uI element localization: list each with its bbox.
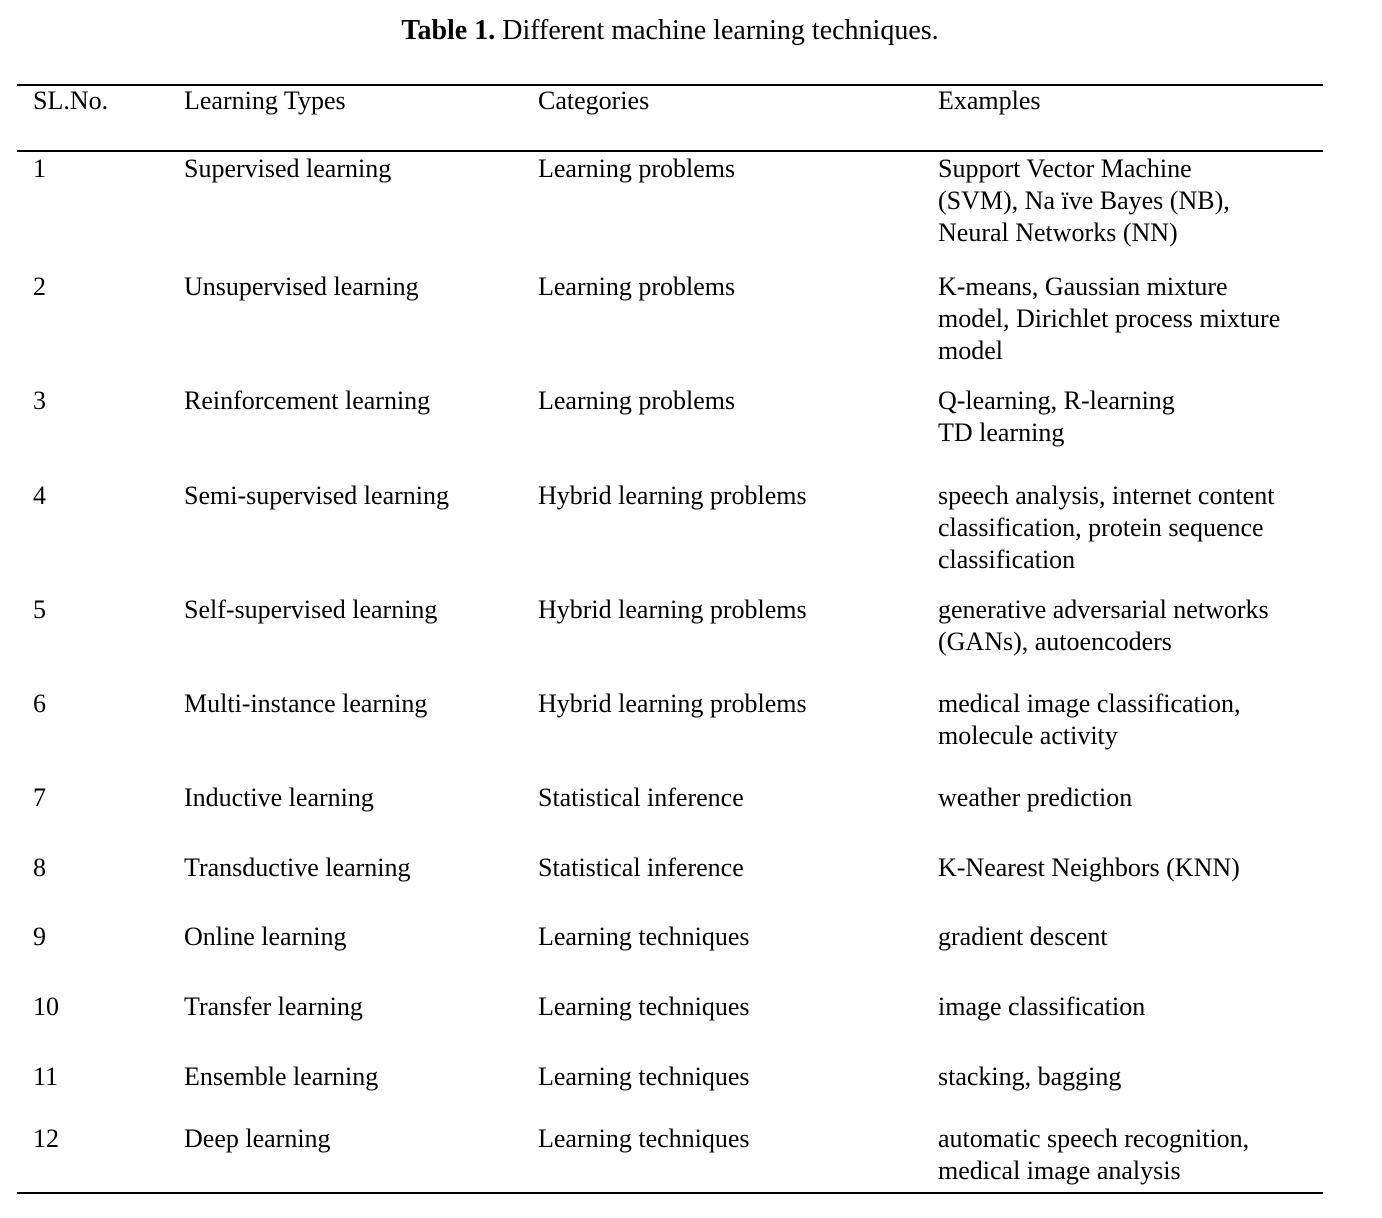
example-line: gradient descent — [938, 922, 1108, 951]
header-examples: Examples — [938, 86, 1041, 115]
row-number: 4 — [33, 481, 46, 510]
example-line: (GANs), autoencoders — [938, 627, 1172, 656]
row-learning-type: Deep learning — [184, 1124, 331, 1153]
caption-text: Different machine learning techniques. — [502, 15, 939, 46]
row-learning-type: Supervised learning — [184, 154, 392, 183]
header-learning-types: Learning Types — [184, 86, 346, 115]
example-line: medical image classification, — [938, 689, 1241, 718]
example-line: Support Vector Machine — [938, 154, 1192, 183]
row-learning-type: Transfer learning — [184, 992, 363, 1021]
row-learning-type: Multi-instance learning — [184, 689, 428, 718]
example-line: K-Nearest Neighbors (KNN) — [938, 853, 1240, 882]
table-caption — [0, 12, 1340, 50]
row-number: 7 — [33, 783, 46, 812]
table-bottom-rule — [17, 1192, 1323, 1194]
row-category: Hybrid learning problems — [538, 595, 807, 624]
row-examples — [938, 1123, 1323, 1187]
row-number: 10 — [33, 992, 59, 1021]
example-line: model, Dirichlet process mixture — [938, 304, 1281, 333]
row-examples — [938, 991, 1323, 1023]
row-category: Statistical inference — [538, 853, 744, 882]
example-line: medical image analysis — [938, 1156, 1181, 1185]
example-line: Q-learning, R-learning — [938, 386, 1175, 415]
row-category: Learning problems — [538, 154, 736, 183]
table-header-rule — [17, 150, 1323, 152]
row-examples — [938, 271, 1323, 367]
example-line: classification — [938, 545, 1076, 574]
example-line: weather prediction — [938, 783, 1133, 812]
row-category: Learning problems — [538, 386, 736, 415]
row-number: 3 — [33, 386, 46, 415]
row-category: Learning techniques — [538, 922, 750, 951]
example-line: molecule activity — [938, 721, 1118, 750]
row-number: 11 — [33, 1062, 59, 1091]
row-examples — [938, 385, 1323, 449]
example-line: classification, protein sequence — [938, 513, 1264, 542]
header-categories: Categories — [538, 86, 650, 115]
row-number: 12 — [33, 1124, 59, 1153]
row-learning-type: Transductive learning — [184, 853, 411, 882]
row-category: Statistical inference — [538, 783, 744, 812]
row-number: 9 — [33, 922, 46, 951]
header-sl-no: SL.No. — [33, 86, 109, 115]
row-number: 1 — [33, 154, 46, 183]
example-line: generative adversarial networks — [938, 595, 1269, 624]
row-examples — [938, 1061, 1323, 1093]
row-examples — [938, 594, 1323, 658]
example-line: (SVM), Na ïve Bayes (NB), — [938, 186, 1230, 215]
row-examples — [938, 153, 1323, 249]
row-examples — [938, 921, 1323, 953]
example-line: Neural Networks (NN) — [938, 218, 1178, 247]
row-learning-type: Ensemble learning — [184, 1062, 379, 1091]
example-line: image classification — [938, 992, 1146, 1021]
row-examples — [938, 480, 1323, 576]
row-learning-type: Semi-supervised learning — [184, 481, 449, 510]
row-learning-type: Reinforcement learning — [184, 386, 431, 415]
example-line: K-means, Gaussian mixture — [938, 272, 1228, 301]
row-number: 8 — [33, 853, 46, 882]
example-line: model — [938, 336, 1003, 365]
row-category: Hybrid learning problems — [538, 481, 807, 510]
caption-label: Table 1. — [401, 15, 496, 46]
example-line: stacking, bagging — [938, 1062, 1122, 1091]
row-examples — [938, 782, 1323, 814]
row-examples — [938, 852, 1323, 884]
row-learning-type: Online learning — [184, 922, 347, 951]
row-number: 5 — [33, 595, 46, 624]
row-number: 2 — [33, 272, 46, 301]
row-learning-type: Unsupervised learning — [184, 272, 419, 301]
row-learning-type: Inductive learning — [184, 783, 374, 812]
row-examples — [938, 688, 1323, 752]
row-category: Learning techniques — [538, 1124, 750, 1153]
row-number: 6 — [33, 689, 46, 718]
example-line: automatic speech recognition, — [938, 1124, 1250, 1153]
row-category: Hybrid learning problems — [538, 689, 807, 718]
row-category: Learning problems — [538, 272, 736, 301]
example-line: TD learning — [938, 418, 1065, 447]
row-category: Learning techniques — [538, 992, 750, 1021]
row-category: Learning techniques — [538, 1062, 750, 1091]
row-learning-type: Self-supervised learning — [184, 595, 438, 624]
example-line: speech analysis, internet content — [938, 481, 1275, 510]
